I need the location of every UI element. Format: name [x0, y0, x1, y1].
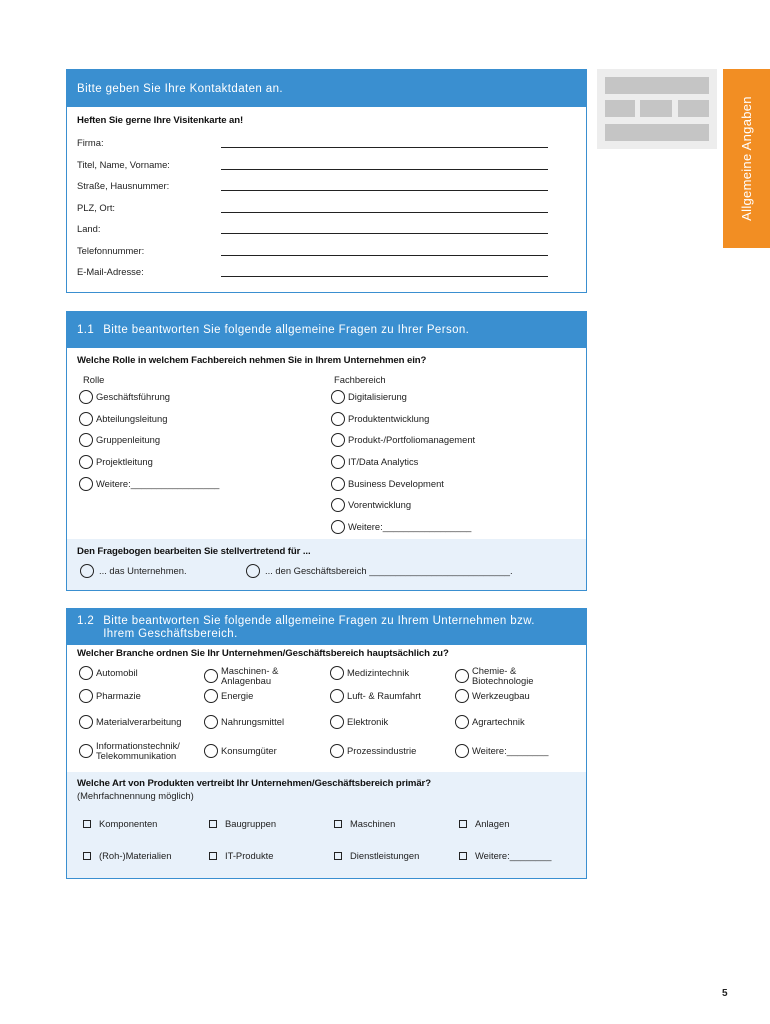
radio-label: Luft- & Raumfahrt	[347, 690, 421, 701]
radio-circle[interactable]	[79, 744, 93, 758]
placeholder-bar	[605, 124, 709, 141]
label-line: Maschinen- &	[221, 665, 279, 676]
radio-label	[221, 666, 278, 686]
checkbox-label: Komponenten	[99, 818, 158, 829]
radio-circle[interactable]	[331, 477, 345, 491]
dept-column-label: Fachbereich	[334, 374, 386, 385]
input-line[interactable]	[221, 169, 548, 170]
radio-circle[interactable]	[79, 433, 93, 447]
radio-circle[interactable]	[331, 412, 345, 426]
person-header-text: Bitte beantworten Sie folgende allgemeine Fragen zu Ihrer Person.	[103, 324, 470, 336]
label-line: Biotechnologie	[472, 675, 534, 686]
radio-branch-machinery[interactable]	[204, 666, 278, 686]
checkbox-box[interactable]	[83, 852, 91, 860]
checkbox-box[interactable]	[334, 852, 342, 860]
radio-role-department[interactable]	[79, 412, 167, 426]
radio-branch-automotive[interactable]	[79, 666, 138, 680]
radio-circle[interactable]	[331, 520, 345, 534]
radio-label: Geschäftsführung	[96, 391, 171, 402]
checkbox-label: Weitere:________	[475, 850, 552, 861]
radio-circle[interactable]	[204, 744, 218, 758]
radio-proxy-company[interactable]	[80, 564, 187, 578]
contact-question: Heften Sie gerne Ihre Visitenkarte an!	[77, 115, 244, 126]
radio-circle[interactable]	[331, 433, 345, 447]
person-section	[66, 311, 587, 591]
label-line: Anlagenbau	[221, 675, 272, 686]
radio-circle[interactable]	[204, 689, 218, 703]
radio-circle[interactable]	[79, 715, 93, 729]
radio-circle[interactable]	[330, 715, 344, 729]
radio-circle[interactable]	[455, 669, 469, 683]
role-column-label: Rolle	[83, 374, 105, 385]
radio-role-management[interactable]	[79, 390, 170, 404]
field-phone[interactable]	[77, 245, 547, 259]
radio-label: ... das Unternehmen.	[99, 565, 187, 576]
radio-label: Medizintechnik	[347, 667, 410, 678]
radio-proxy-division[interactable]	[246, 564, 513, 578]
radio-circle[interactable]	[79, 455, 93, 469]
contact-header-text: Bitte geben Sie Ihre Kontaktdaten an.	[77, 82, 283, 95]
field-name[interactable]	[77, 159, 547, 173]
radio-circle[interactable]	[330, 744, 344, 758]
radio-label: Abteilungsleitung	[96, 413, 168, 424]
radio-branch-other[interactable]	[455, 744, 548, 758]
page-number: 5	[722, 988, 728, 999]
header-line: Bitte beantworten Sie folgende allgemeine Fragen zu Ihrem Unternehmen bzw.	[103, 615, 535, 627]
radio-circle[interactable]	[246, 564, 260, 578]
products-question: Welche Art von Produkten vertreibt Ihr Unternehmen/Geschäftsbereich primär?	[77, 778, 431, 789]
radio-circle[interactable]	[455, 715, 469, 729]
radio-circle[interactable]	[79, 390, 93, 404]
radio-label: Vorentwicklung	[348, 499, 412, 510]
radio-circle[interactable]	[80, 564, 94, 578]
radio-label: Prozessindustrie	[347, 745, 417, 756]
branch-question: Welcher Branche ordnen Sie Ihr Unternehmen/Geschäftsbereich hauptsächlich zu?	[77, 648, 449, 659]
placeholder-bar	[640, 100, 672, 117]
radio-role-group[interactable]	[79, 433, 160, 447]
proxy-question: Den Fragebogen bearbeiten Sie stellvertretend für ...	[77, 546, 311, 557]
radio-circle[interactable]	[331, 390, 345, 404]
radio-branch-process[interactable]	[330, 744, 416, 758]
company-section	[66, 608, 587, 879]
placeholder-bar	[678, 100, 709, 117]
radio-label: Elektronik	[347, 716, 389, 727]
radio-branch-food[interactable]	[204, 715, 284, 729]
business-card-placeholder-icon	[597, 69, 717, 149]
radio-circle[interactable]	[79, 666, 93, 680]
checkbox-other[interactable]	[459, 850, 551, 861]
radio-circle[interactable]	[204, 669, 218, 683]
radio-role-project[interactable]	[79, 455, 153, 469]
radio-label: Produktentwicklung	[348, 413, 430, 424]
radio-circle[interactable]	[204, 715, 218, 729]
radio-circle[interactable]	[455, 689, 469, 703]
field-label: Telefonnummer:	[77, 245, 145, 256]
checkbox-plants[interactable]	[459, 818, 509, 829]
input-line[interactable]	[221, 255, 548, 256]
field-label: Land:	[77, 223, 101, 234]
checkbox-label: Anlagen	[475, 818, 510, 829]
field-street[interactable]	[77, 180, 547, 194]
checkbox-box[interactable]	[209, 852, 217, 860]
field-label: E-Mail-Adresse:	[77, 266, 144, 277]
radio-circle[interactable]	[455, 744, 469, 758]
checkbox-label: IT-Produkte	[225, 850, 274, 861]
checkbox-it-products[interactable]	[209, 850, 273, 861]
products-panel	[67, 772, 586, 878]
contact-section	[66, 69, 587, 293]
checkbox-label: Maschinen	[350, 818, 396, 829]
radio-label: Konsumgüter	[221, 745, 277, 756]
side-tab	[723, 69, 770, 248]
products-note: (Mehrfachnennung möglich)	[77, 790, 194, 801]
radio-dept-product-dev[interactable]	[331, 412, 429, 426]
checkbox-box[interactable]	[334, 820, 342, 828]
checkbox-box[interactable]	[209, 820, 217, 828]
field-email[interactable]	[77, 266, 547, 280]
checkbox-box[interactable]	[83, 820, 91, 828]
radio-dept-bizdev[interactable]	[331, 477, 444, 491]
radio-circle[interactable]	[330, 689, 344, 703]
field-firma[interactable]	[77, 137, 547, 151]
radio-circle[interactable]	[330, 666, 344, 680]
field-label: Firma:	[77, 137, 104, 148]
company-header	[67, 609, 586, 645]
input-line[interactable]	[221, 233, 548, 234]
radio-branch-toolmaking[interactable]	[455, 689, 530, 703]
checkbox-box[interactable]	[459, 820, 467, 828]
radio-label	[472, 666, 534, 686]
radio-label: Pharmazie	[96, 690, 141, 701]
radio-branch-energy[interactable]	[204, 689, 253, 703]
radio-dept-portfolio[interactable]	[331, 433, 475, 447]
radio-label	[96, 741, 180, 761]
radio-label: Werkzeugbau	[472, 690, 530, 701]
checkbox-services[interactable]	[334, 850, 419, 861]
label-line: Informationstechnik/	[96, 740, 180, 751]
checkbox-assemblies[interactable]	[209, 818, 276, 829]
radio-branch-aerospace[interactable]	[330, 689, 421, 703]
field-label: PLZ, Ort:	[77, 202, 116, 213]
radio-branch-chemistry[interactable]	[455, 666, 534, 686]
radio-branch-materials[interactable]	[79, 715, 181, 729]
placeholder-bar	[605, 100, 635, 117]
checkbox-raw-materials[interactable]	[83, 850, 171, 861]
radio-label: Weitere:_________________	[96, 478, 220, 489]
radio-branch-medtech[interactable]	[330, 666, 409, 680]
radio-label: Materialverarbeitung	[96, 716, 182, 727]
checkbox-label: Dienstleistungen	[350, 850, 420, 861]
input-line[interactable]	[221, 190, 548, 191]
field-label: Straße, Hausnummer:	[77, 180, 170, 191]
radio-label: Business Development	[348, 478, 444, 489]
input-line[interactable]	[221, 276, 548, 277]
radio-dept-it[interactable]	[331, 455, 418, 469]
radio-role-other[interactable]	[79, 477, 219, 491]
section-number: 1.1	[77, 324, 95, 336]
field-country[interactable]	[77, 223, 547, 237]
role-question: Welche Rolle in welchem Fachbereich nehmen Sie in Ihrem Unternehmen ein?	[77, 355, 427, 366]
radio-label: Agrartechnik	[472, 716, 525, 727]
radio-dept-predev[interactable]	[331, 498, 411, 512]
placeholder-bar	[605, 77, 709, 94]
radio-label: Digitalisierung	[348, 391, 407, 402]
person-header	[67, 312, 586, 348]
radio-label: ... den Geschäftsbereich ___________________________.	[265, 565, 513, 576]
input-line[interactable]	[221, 212, 548, 213]
checkbox-box[interactable]	[459, 852, 467, 860]
radio-label: Produkt-/Portfoliomanagement	[348, 434, 476, 445]
proxy-panel	[67, 539, 586, 590]
radio-label: Automobil	[96, 667, 138, 678]
checkbox-components[interactable]	[83, 818, 157, 829]
side-tab-label: Allgemeine Angaben	[739, 96, 754, 221]
field-label: Titel, Name, Vorname:	[77, 159, 170, 170]
radio-circle[interactable]	[331, 455, 345, 469]
radio-label: Energie	[221, 690, 254, 701]
checkbox-label: Baugruppen	[225, 818, 277, 829]
field-zip-city[interactable]	[77, 202, 547, 216]
contact-header	[67, 70, 586, 107]
radio-dept-other[interactable]	[331, 520, 471, 534]
radio-branch-consumer[interactable]	[204, 744, 277, 758]
checkbox-label: (Roh-)Materialien	[99, 850, 172, 861]
checkbox-machines[interactable]	[334, 818, 395, 829]
radio-label: Gruppenleitung	[96, 434, 161, 445]
label-line: Chemie- &	[472, 665, 517, 676]
radio-branch-pharma[interactable]	[79, 689, 141, 703]
input-line[interactable]	[221, 147, 548, 148]
radio-circle[interactable]	[79, 412, 93, 426]
radio-label: IT/Data Analytics	[348, 456, 419, 467]
header-line: Ihrem Geschäftsbereich.	[103, 628, 238, 640]
radio-label: Weitere:________	[472, 745, 549, 756]
radio-label: Nahrungsmittel	[221, 716, 285, 727]
radio-branch-it-telecom[interactable]	[79, 741, 180, 761]
label-line: Telekommunikation	[96, 750, 177, 761]
company-header-text	[103, 615, 535, 641]
radio-dept-digital[interactable]	[331, 390, 407, 404]
radio-circle[interactable]	[331, 498, 345, 512]
radio-branch-electronics[interactable]	[330, 715, 388, 729]
radio-circle[interactable]	[79, 689, 93, 703]
radio-label: Weitere:_________________	[348, 521, 472, 532]
section-number: 1.2	[77, 615, 95, 627]
radio-circle[interactable]	[79, 477, 93, 491]
radio-branch-agrotech[interactable]	[455, 715, 525, 729]
radio-label: Projektleitung	[96, 456, 153, 467]
